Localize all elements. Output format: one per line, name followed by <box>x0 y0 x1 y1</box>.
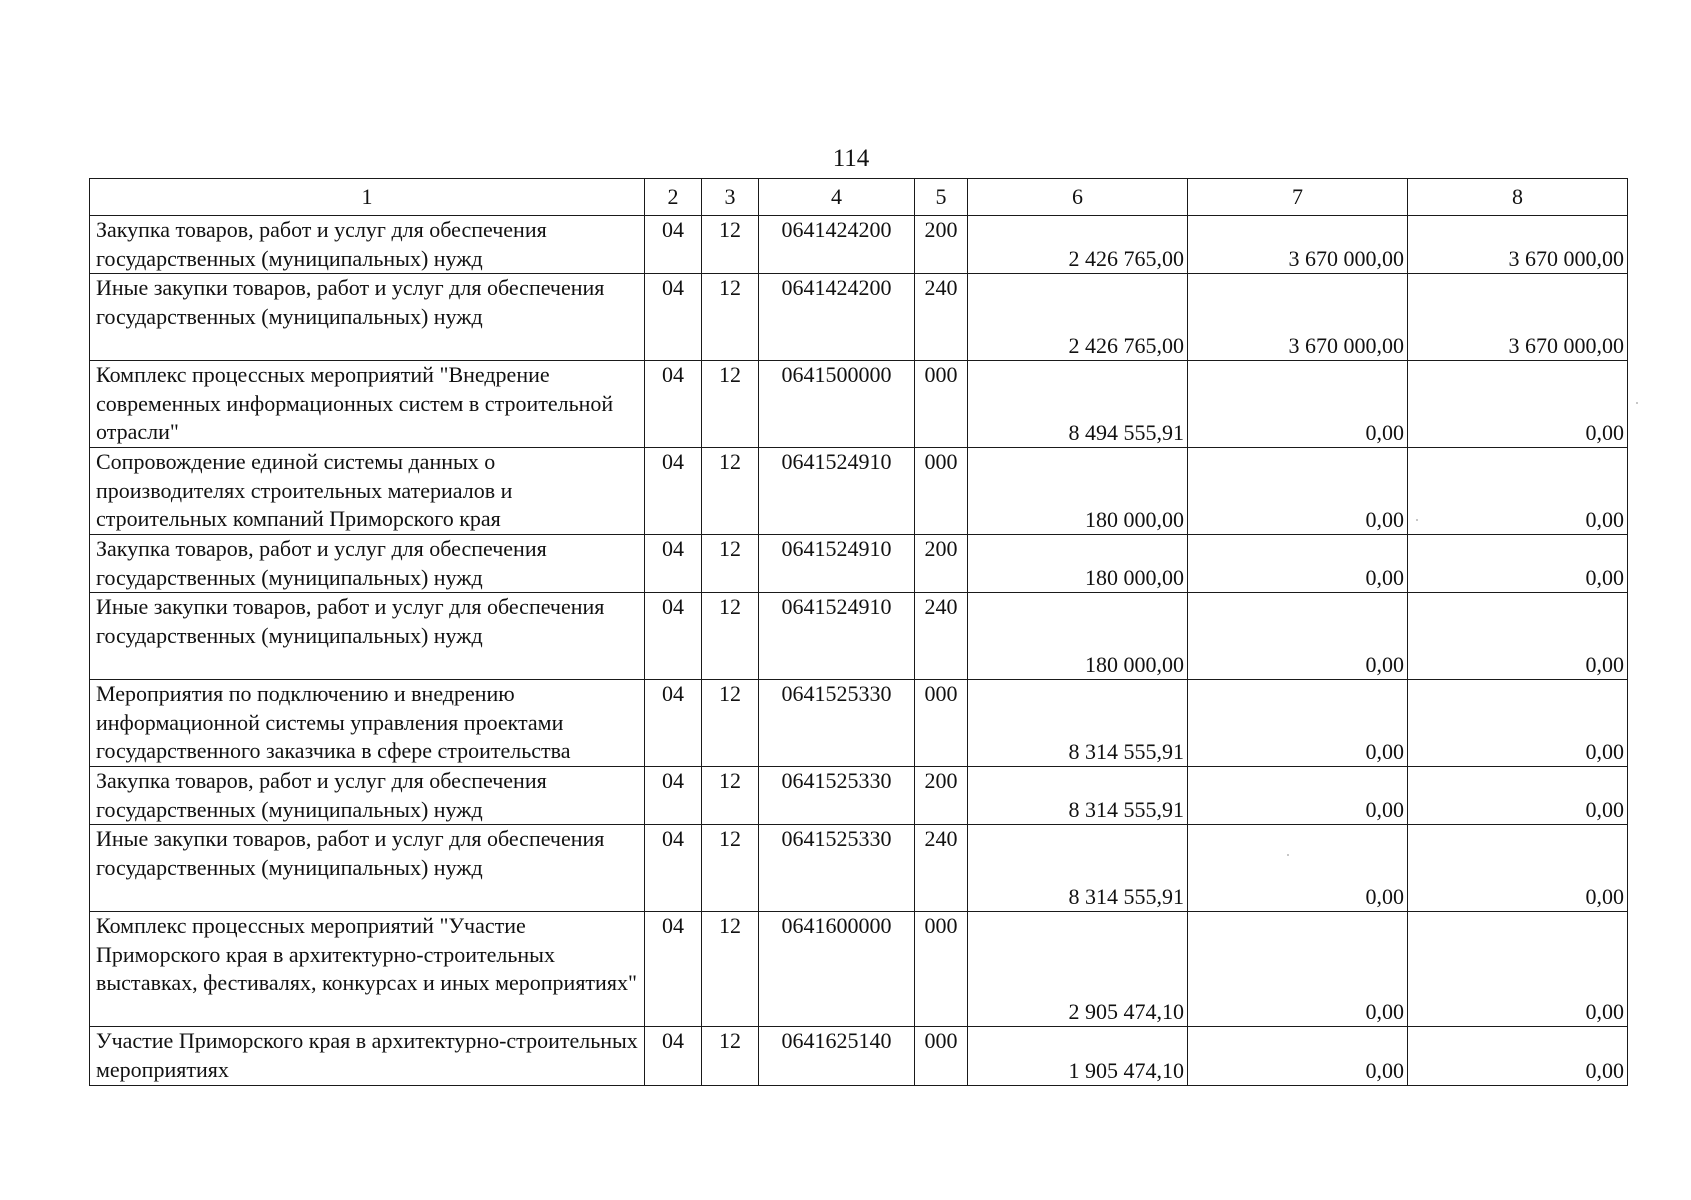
table-row <box>90 448 1628 535</box>
row-name-cell: Закупка товаров, работ и услуг для обеспечения государственных (муниципальных) нужд <box>90 767 645 825</box>
row-amount-col7-cell: 0,00 <box>1188 912 1408 1027</box>
row-razdel-cell: 04 <box>645 216 702 274</box>
table-row <box>90 912 1628 1027</box>
row-name-cell: Сопровождение единой системы данных о производителях строительных материалов и строительных компаний Приморского края <box>90 448 645 535</box>
row-amount-col7-cell: 0,00 <box>1188 361 1408 448</box>
scan-speck <box>1636 402 1638 404</box>
row-vr-cell: 240 <box>915 593 968 680</box>
row-amount-col7-cell: 3 670 000,00 <box>1188 216 1408 274</box>
row-razdel-cell: 04 <box>645 825 702 912</box>
row-amount-col8-cell: 0,00 <box>1408 825 1628 912</box>
row-vr-cell: 000 <box>915 1027 968 1086</box>
row-podrazdel-cell: 12 <box>702 216 759 274</box>
table-row <box>90 825 1628 912</box>
row-csr-cell: 0641424200 <box>759 274 915 361</box>
row-csr-cell: 0641625140 <box>759 1027 915 1086</box>
row-amount-col6-cell: 180 000,00 <box>968 593 1188 680</box>
row-razdel-cell: 04 <box>645 680 702 767</box>
table-row <box>90 535 1628 593</box>
row-name-cell: Мероприятия по подключению и внедрению информационной системы управления проектами государственного заказчика в сфере строительства <box>90 680 645 767</box>
row-amount-col7-cell: 3 670 000,00 <box>1188 274 1408 361</box>
header-cell-3: 3 <box>702 179 759 216</box>
row-podrazdel-cell: 12 <box>702 912 759 1027</box>
row-amount-col7-cell: 0,00 <box>1188 680 1408 767</box>
table-row <box>90 680 1628 767</box>
budget-table <box>89 178 1628 1086</box>
row-vr-cell: 200 <box>915 767 968 825</box>
row-podrazdel-cell: 12 <box>702 825 759 912</box>
row-csr-cell: 0641525330 <box>759 767 915 825</box>
row-amount-col8-cell: 0,00 <box>1408 448 1628 535</box>
page-number: 114 <box>832 145 870 172</box>
row-amount-col6-cell: 2 905 474,10 <box>968 912 1188 1027</box>
row-vr-cell: 240 <box>915 825 968 912</box>
header-cell-2: 2 <box>645 179 702 216</box>
row-podrazdel-cell: 12 <box>702 535 759 593</box>
row-amount-col8-cell: 0,00 <box>1408 767 1628 825</box>
table-row <box>90 593 1628 680</box>
row-amount-col6-cell: 2 426 765,00 <box>968 274 1188 361</box>
row-name-cell: Иные закупки товаров, работ и услуг для обеспечения государственных (муниципальных) нужд <box>90 825 645 912</box>
header-cell-8: 8 <box>1408 179 1628 216</box>
row-csr-cell: 0641525330 <box>759 825 915 912</box>
table-row <box>90 1027 1628 1086</box>
row-amount-col7-cell: 0,00 <box>1188 767 1408 825</box>
row-csr-cell: 0641600000 <box>759 912 915 1027</box>
row-csr-cell: 0641525330 <box>759 680 915 767</box>
row-amount-col8-cell: 0,00 <box>1408 1027 1628 1086</box>
table-row <box>90 361 1628 448</box>
row-amount-col6-cell: 180 000,00 <box>968 448 1188 535</box>
row-vr-cell: 200 <box>915 535 968 593</box>
row-amount-col7-cell: 0,00 <box>1188 448 1408 535</box>
table-row <box>90 274 1628 361</box>
row-vr-cell: 000 <box>915 680 968 767</box>
row-razdel-cell: 04 <box>645 274 702 361</box>
row-amount-col8-cell: 0,00 <box>1408 912 1628 1027</box>
row-amount-col7-cell: 0,00 <box>1188 535 1408 593</box>
row-podrazdel-cell: 12 <box>702 1027 759 1086</box>
table-row <box>90 216 1628 274</box>
row-name-cell: Закупка товаров, работ и услуг для обеспечения государственных (муниципальных) нужд <box>90 535 645 593</box>
row-razdel-cell: 04 <box>645 448 702 535</box>
header-cell-5: 5 <box>915 179 968 216</box>
table-body <box>90 179 1628 1086</box>
row-amount-col8-cell: 0,00 <box>1408 361 1628 448</box>
row-amount-col8-cell: 0,00 <box>1408 680 1628 767</box>
row-name-cell: Участие Приморского края в архитектурно-строительных мероприятиях <box>90 1027 645 1086</box>
row-amount-col7-cell: 0,00 <box>1188 593 1408 680</box>
row-name-cell: Закупка товаров, работ и услуг для обеспечения государственных (муниципальных) нужд <box>90 216 645 274</box>
header-cell-1: 1 <box>90 179 645 216</box>
row-vr-cell: 000 <box>915 361 968 448</box>
row-podrazdel-cell: 12 <box>702 593 759 680</box>
row-name-cell: Комплекс процессных мероприятий "Внедрение современных информационных систем в строительной отрасли" <box>90 361 645 448</box>
row-podrazdel-cell: 12 <box>702 680 759 767</box>
row-vr-cell: 240 <box>915 274 968 361</box>
row-csr-cell: 0641424200 <box>759 216 915 274</box>
row-razdel-cell: 04 <box>645 1027 702 1086</box>
row-amount-col6-cell: 2 426 765,00 <box>968 216 1188 274</box>
row-podrazdel-cell: 12 <box>702 361 759 448</box>
header-cell-6: 6 <box>968 179 1188 216</box>
scan-speck <box>1416 519 1418 521</box>
row-amount-col8-cell: 3 670 000,00 <box>1408 216 1628 274</box>
row-razdel-cell: 04 <box>645 535 702 593</box>
row-amount-col6-cell: 8 314 555,91 <box>968 767 1188 825</box>
row-podrazdel-cell: 12 <box>702 448 759 535</box>
row-amount-col6-cell: 8 494 555,91 <box>968 361 1188 448</box>
row-amount-col6-cell: 8 314 555,91 <box>968 825 1188 912</box>
header-cell-7: 7 <box>1188 179 1408 216</box>
row-vr-cell: 000 <box>915 912 968 1027</box>
row-csr-cell: 0641524910 <box>759 593 915 680</box>
row-name-cell: Иные закупки товаров, работ и услуг для обеспечения государственных (муниципальных) нужд <box>90 593 645 680</box>
header-cell-4: 4 <box>759 179 915 216</box>
row-podrazdel-cell: 12 <box>702 274 759 361</box>
row-amount-col8-cell: 3 670 000,00 <box>1408 274 1628 361</box>
row-razdel-cell: 04 <box>645 361 702 448</box>
row-csr-cell: 0641524910 <box>759 448 915 535</box>
row-razdel-cell: 04 <box>645 912 702 1027</box>
row-amount-col7-cell: 0,00 <box>1188 825 1408 912</box>
row-vr-cell: 000 <box>915 448 968 535</box>
row-podrazdel-cell: 12 <box>702 767 759 825</box>
row-amount-col6-cell: 8 314 555,91 <box>968 680 1188 767</box>
row-razdel-cell: 04 <box>645 767 702 825</box>
row-vr-cell: 200 <box>915 216 968 274</box>
row-name-cell: Комплекс процессных мероприятий "Участие Приморского края в архитектурно-строительных выставках, фестивалях, конкурсах и иных мероприятиях" <box>90 912 645 1027</box>
row-csr-cell: 0641524910 <box>759 535 915 593</box>
row-amount-col7-cell: 0,00 <box>1188 1027 1408 1086</box>
row-amount-col8-cell: 0,00 <box>1408 535 1628 593</box>
row-csr-cell: 0641500000 <box>759 361 915 448</box>
row-razdel-cell: 04 <box>645 593 702 680</box>
scan-speck <box>1287 854 1289 856</box>
row-name-cell: Иные закупки товаров, работ и услуг для обеспечения государственных (муниципальных) нужд <box>90 274 645 361</box>
row-amount-col8-cell: 0,00 <box>1408 593 1628 680</box>
row-amount-col6-cell: 1 905 474,10 <box>968 1027 1188 1086</box>
row-amount-col6-cell: 180 000,00 <box>968 535 1188 593</box>
header-row <box>90 179 1628 216</box>
table-row <box>90 767 1628 825</box>
